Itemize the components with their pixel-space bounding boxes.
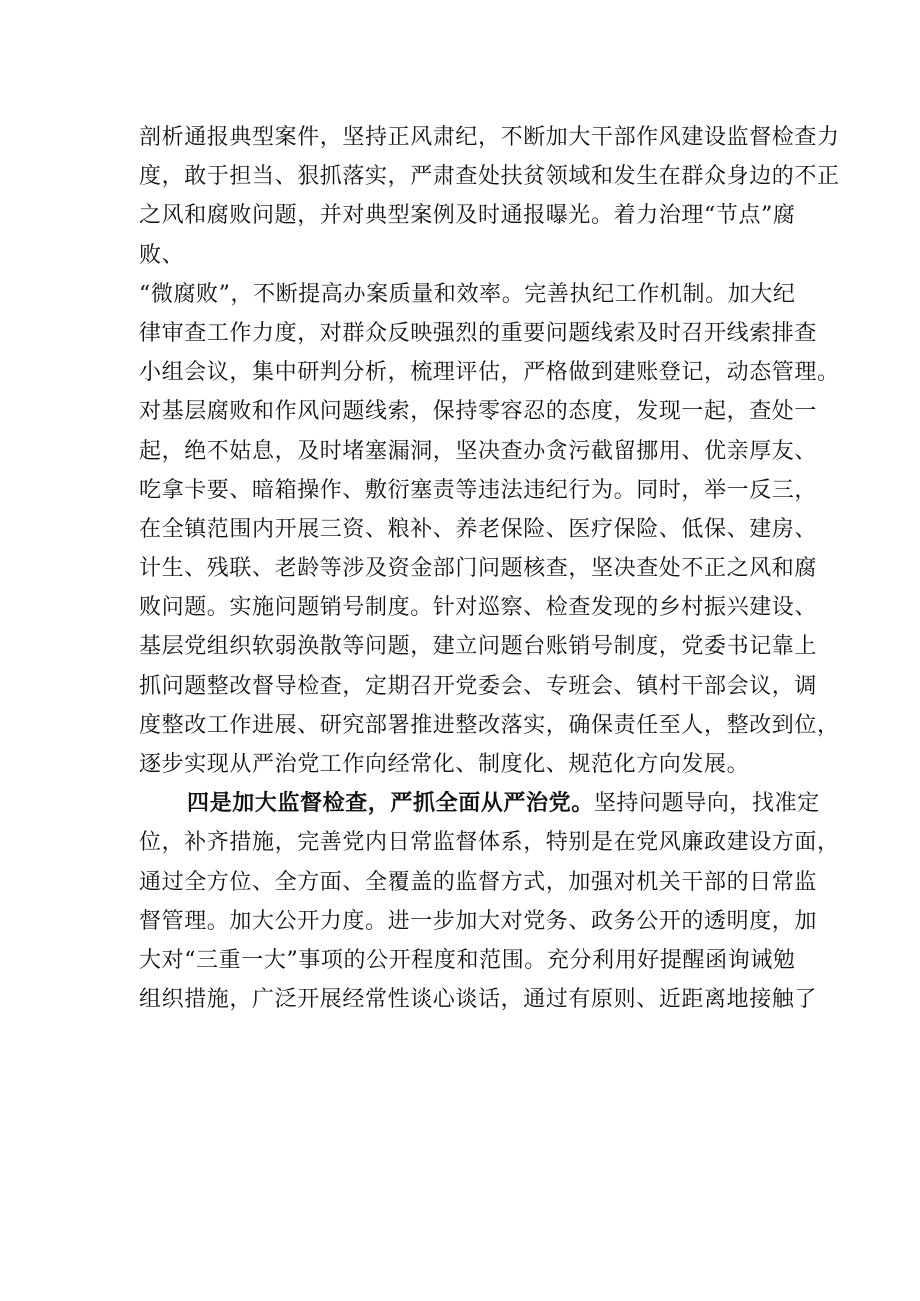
text-line: 败、 — [139, 242, 185, 268]
text-span: 坚持问题导向，找准定 — [593, 791, 820, 817]
text-line: 基层党组织软弱涣散等问题，建立问题台账销号制度，党委书记靠上 — [139, 634, 818, 660]
text-line: 之风和腐败问题，并对典型案例及时通报曝光。着力治理“节点”腐 — [139, 203, 796, 229]
text-line: 起，绝不姑息，及时堵塞漏洞，坚决查办贪污截留挪用、优亲厚友、 — [139, 438, 818, 464]
text-line: 剖析通报典型案件，坚持正风肃纪，不断加大干部作风建设监督检查力 — [139, 125, 840, 150]
text-line: 度整改工作进展、研究部署推进整改落实，确保责任至人，整改到位， — [139, 712, 840, 738]
text-line: 对基层腐败和作风问题线索，保持零容忍的态度，发现一起，查处一 — [139, 399, 818, 425]
text-line: “微腐败”，不断提高办案质量和效率。完善执纪工作机制。加大纪 — [139, 281, 796, 307]
text-line: 小组会议，集中研判分析，梳理评估，严格做到建账登记，动态管理。 — [139, 360, 840, 386]
text-line: 督管理。加大公开力度。进一步加大对党务、政务公开的透明度，加 — [139, 908, 818, 934]
text-line: 通过全方位、全方面、全覆盖的监督方式，加强对机关干部的日常监 — [139, 869, 818, 895]
text-line: 组织措施，广泛开展经常性谈心谈话，通过有原则、近距离地接触了 — [139, 987, 818, 1013]
text-line: 吃拿卡要、暗箱操作、敷衍塞责等违法违纪行为。同时，举一反三， — [139, 477, 818, 503]
text-line: 逐步实现从严治党工作向经常化、制度化、规范化方向发展。 — [139, 752, 750, 777]
text-line: 在全镇范围内开展三资、粮补、养老保险、医疗保险、低保、建房、 — [139, 516, 818, 542]
text-line: 度，敢于担当、狠抓落实，严肃查处扶贫领域和发生在群众身边的不正 — [139, 164, 840, 190]
text-line: 位，补齐措施，完善党内日常监督体系，特别是在党风廉政建设方面， — [139, 830, 840, 856]
text-line: 大对“三重一大”事项的公开程度和范围。充分利用好提醒函询诫勉 — [139, 947, 796, 973]
section-heading-bold: 四是加大监督检查，严抓全面从严治党。 — [187, 790, 594, 817]
text-line: 抓问题整改督导检查，定期召开党委会、专班会、镇村干部会议，调 — [139, 673, 818, 699]
text-line: 计生、残联、老龄等涉及资金部门问题核查，坚决查处不正之风和腐 — [139, 556, 818, 582]
text-line: 败问题。实施问题销号制度。针对巡察、检查发现的乡村振兴建设、 — [139, 595, 818, 621]
body-text — [139, 118, 840, 1019]
paragraph-lead-line — [139, 784, 819, 823]
text-line: 律审查工作力度，对群众反映强烈的重要问题线索及时召开线索排查 — [139, 320, 818, 346]
